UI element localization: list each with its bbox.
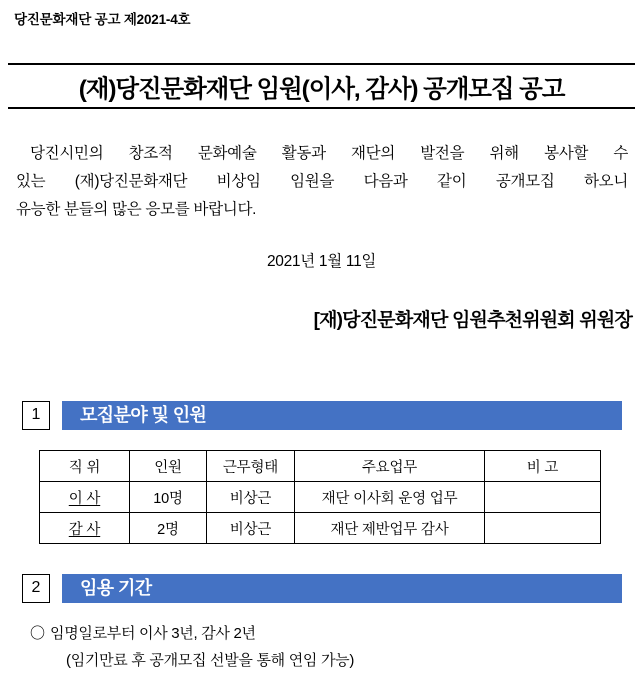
table-cell-count: 2명 <box>130 513 207 544</box>
section-bar-1 <box>62 401 622 430</box>
table-cell-worktype: 비상근 <box>207 513 295 544</box>
table-cell-position: 감 사 <box>40 513 130 544</box>
list-item-subtext: (임기만료 후 공개모집 선발을 통해 연임 가능) <box>66 652 355 669</box>
table-row <box>40 482 601 513</box>
intro-line-2: 있는 (재)당진문화재단 비상임 임원을 다음과 같이 공개모집 하오니 <box>16 173 628 190</box>
section-number-2: 2 <box>22 574 50 603</box>
section-bar-2 <box>62 574 622 603</box>
table-header-cell: 주요업무 <box>295 451 485 482</box>
list-item <box>30 620 630 647</box>
table-cell-remark <box>485 513 601 544</box>
table-header-row <box>40 451 601 482</box>
table-header-cell: 인원 <box>130 451 207 482</box>
page-title: (재)당진문화재단 임원(이사, 감사) 공개모집 공고 <box>78 76 565 103</box>
recruitment-table <box>39 450 601 544</box>
section-heading-1 <box>22 401 622 430</box>
title-divider-bottom <box>8 107 635 109</box>
table-cell-duty: 재단 제반업무 감사 <box>295 513 485 544</box>
term-of-office-list <box>30 620 630 674</box>
signature-line: [재)당진문화재단 임원추천위원회 위원장 <box>313 310 632 331</box>
intro-paragraph <box>16 140 628 224</box>
section-heading-2 <box>22 574 622 603</box>
intro-line-3: 유능한 분들의 많은 응모를 바랍니다. <box>16 201 257 218</box>
table-row <box>40 513 601 544</box>
section-title-2: 임용 기간 <box>80 578 152 598</box>
circle-bullet-icon: 〇 <box>30 625 45 642</box>
table-cell-position: 이 사 <box>40 482 130 513</box>
list-item-text: 임명일로부터 이사 3년, 감사 2년 <box>50 625 256 642</box>
document-reference-number: 당진문화재단 공고 제2021-4호 <box>14 12 191 27</box>
intro-line-1: 당진시민의 창조적 문화예술 활동과 재단의 발전을 위해 봉사할 수 <box>30 145 628 162</box>
table-header-cell: 근무형태 <box>207 451 295 482</box>
table-cell-worktype: 비상근 <box>207 482 295 513</box>
section-title-1: 모집분야 및 인원 <box>80 405 207 425</box>
table-cell-duty: 재단 이사회 운영 업무 <box>295 482 485 513</box>
table-cell-count: 10명 <box>130 482 207 513</box>
table-header-cell: 직 위 <box>40 451 130 482</box>
section-number-1: 1 <box>22 401 50 430</box>
announcement-date: 2021년 1월 11일 <box>266 253 377 270</box>
title-divider-top <box>8 63 635 65</box>
table-header-cell: 비 고 <box>485 451 601 482</box>
table-cell-remark <box>485 482 601 513</box>
